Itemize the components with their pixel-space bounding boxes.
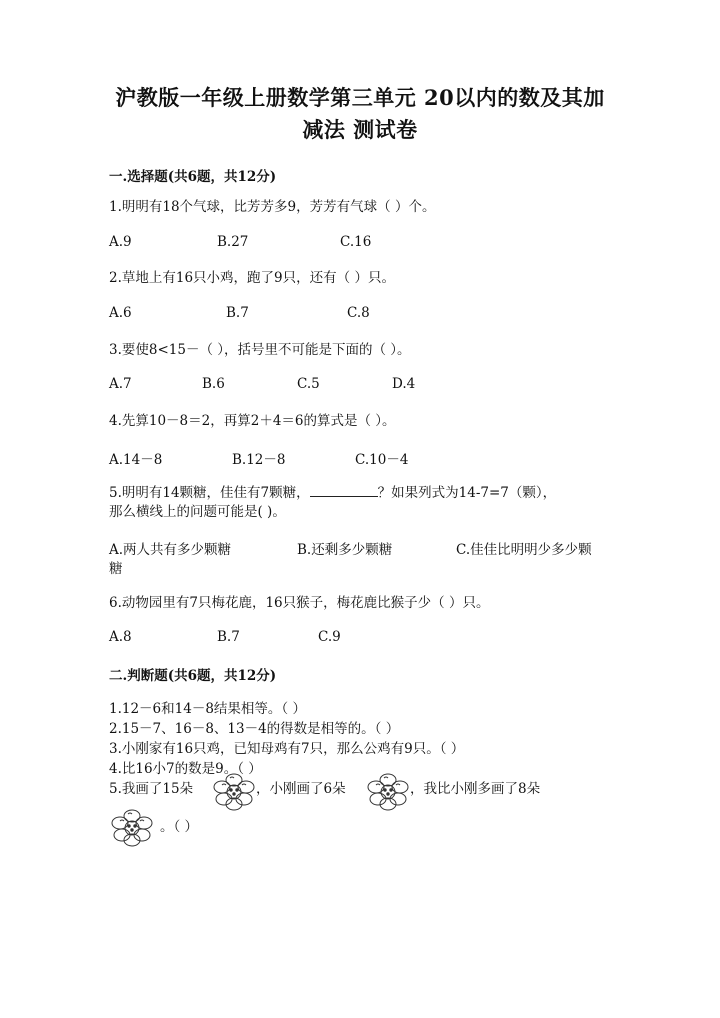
judge-item-5-part-3: ，我比小刚多画了8朵 (410, 781, 541, 797)
q3-option-c: C.5 (297, 376, 320, 392)
q1-option-c: C.16 (340, 234, 372, 250)
question-5 (109, 483, 556, 503)
judge-item-5-part-1: 5.我画了15朵 (109, 781, 194, 797)
question-1: 1.明明有18个气球，比芳芳多9，芳芳有气球（ ）个。 (109, 199, 436, 215)
q5-text-after: ？如果列式为14-7=7（颗）， (377, 485, 557, 501)
q3-option-d: D.4 (392, 376, 416, 392)
q5-answer-blank (310, 496, 378, 497)
flower-icon-svg (212, 772, 256, 812)
q2-option-a: A.6 (109, 305, 132, 321)
flower-icon (110, 808, 154, 848)
q3-option-b: B.6 (202, 376, 225, 392)
judge-item-4: 4.比16小7的数是9。（ ） (109, 761, 262, 777)
q5-option-c: C.佳佳比明明少多少颗 (456, 542, 592, 558)
q1-option-a: A.9 (109, 234, 132, 250)
q1-option-b: B.27 (217, 234, 249, 250)
q5-option-a: A.两人共有多少颗糖 (109, 542, 232, 558)
question-6: 6.动物园里有7只梅花鹿，16只猴子，梅花鹿比猴子少（ ）只。 (109, 595, 490, 611)
question-2: 2.草地上有16只小鸡，跑了9只，还有（ ）只。 (109, 270, 395, 286)
title-line-1: 沪教版一年级上册数学第三单元 20以内的数及其加 (115, 85, 605, 110)
q6-option-a: A.8 (109, 629, 132, 645)
q2-option-b: B.7 (226, 305, 249, 321)
question-5-line-2: 那么横线上的问题可能是( )。 (109, 504, 286, 520)
flower-icon-svg (366, 772, 410, 812)
flower-icon-svg (110, 808, 154, 848)
question-4: 4.先算10－8＝2，再算2＋4＝6的算式是（ ）。 (109, 413, 396, 429)
judge-item-2: 2.15－7、16－8、13－4的得数是相等的。（ ） (109, 721, 400, 737)
q4-option-a: A.14－8 (109, 452, 163, 468)
page-title (90, 82, 630, 146)
title-line-2: 减法 测试卷 (302, 117, 418, 142)
q6-option-b: B.7 (217, 629, 240, 645)
judge-item-3: 3.小刚家有16只鸡，已知母鸡有7只，那么公鸡有9只。（ ） (109, 741, 465, 757)
flower-icon (212, 772, 256, 812)
q5-option-b: B.还剩多少颗糖 (297, 542, 393, 558)
q4-option-c: C.10－4 (355, 452, 409, 468)
flower-icon (366, 772, 410, 812)
section-heading-judgement: 二.判断题(共6题，共12分) (109, 668, 277, 684)
q5-option-c-wrap: 糖 (109, 561, 123, 577)
judge-item-5-part-4: 。（ ） (160, 819, 199, 835)
q5-text-before: 5.明明有14颗糖，佳佳有7颗糖， (109, 485, 310, 501)
q6-option-c: C.9 (318, 629, 341, 645)
q2-option-c: C.8 (347, 305, 370, 321)
section-heading-choice: 一.选择题(共6题，共12分) (109, 169, 277, 185)
question-3: 3.要使8<15－（ ），括号里不可能是下面的（ ）。 (109, 342, 411, 358)
judge-item-5-part-2: ，小刚画了6朵 (256, 781, 346, 797)
q4-option-b: B.12－8 (232, 452, 286, 468)
judge-item-1: 1.12－6和14－8结果相等。（ ） (109, 701, 306, 717)
q3-option-a: A.7 (109, 376, 132, 392)
